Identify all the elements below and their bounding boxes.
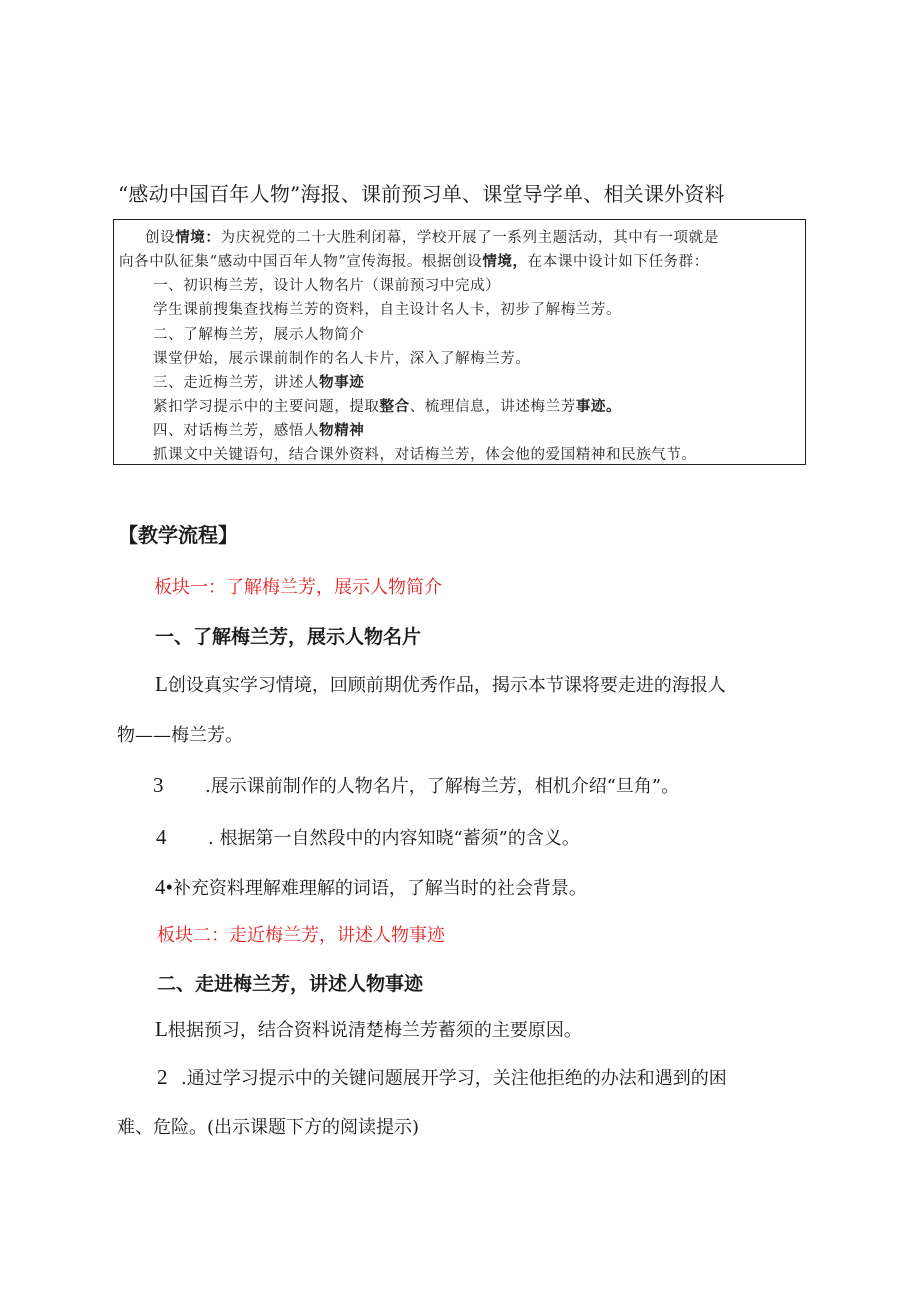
bold-text: 物事迹 bbox=[319, 374, 365, 391]
task2-title: 二、了解梅兰芳，展示人物简介 bbox=[153, 327, 365, 343]
task3-title bbox=[153, 371, 364, 392]
item-text: .展示课前制作的人物名片，了解梅兰芳，相机介绍“旦角”。 bbox=[205, 776, 680, 797]
task1-desc: 学生课前搜集查找梅兰芳的资料，自主设计名人卡，初步了解梅兰芳。 bbox=[153, 302, 622, 318]
item-number: 3 bbox=[153, 773, 164, 797]
block2-item1 bbox=[155, 1016, 582, 1042]
item-text: 根据预习，结合资料说清楚梅兰芳蓄须的主要原因。 bbox=[167, 1020, 582, 1041]
text: 四、对话梅兰芳，感悟人 bbox=[153, 423, 320, 439]
item-text: .通过学习提示中的关键问题展开学习，关注他拒绝的办法和遇到的困 bbox=[181, 1068, 727, 1089]
situation-line-1 bbox=[145, 226, 719, 247]
text: 三、走近梅兰芳，讲述人 bbox=[153, 375, 320, 391]
item-text: 补充资料理解难理解的词语，了解当时的社会背景。 bbox=[172, 878, 587, 899]
bold-text: 物精神 bbox=[319, 422, 365, 439]
text: 为庆祝党的二十大胜利闭幕，学校开展了一系列主题活动，其中有一项就是 bbox=[220, 230, 719, 246]
teaching-flow-heading: 【教学流程】 bbox=[118, 523, 238, 547]
block1-item1 bbox=[155, 671, 726, 697]
materials-line: “感动中国百年人物”海报、课前预习单、课堂导学单、相关课外资料 bbox=[118, 182, 725, 206]
block1-item3 bbox=[156, 824, 580, 850]
bold-text: 事迹。 bbox=[575, 398, 622, 415]
block1-item4 bbox=[155, 874, 587, 900]
text: 紧扣学习提示中的主要问题，提取 bbox=[153, 399, 380, 415]
text: 、梳理信息，讲述梅兰芳 bbox=[409, 399, 576, 415]
block1-item1-continuation: 物——梅兰芳。 bbox=[117, 725, 243, 746]
block2-section-title: 二、走进梅兰芳，讲述人物事迹 bbox=[157, 973, 424, 995]
item-number: 4• bbox=[155, 875, 173, 899]
text: 向各中队征集“感动中国百年人物”宣传海报。根据创设 bbox=[119, 254, 483, 270]
situation-line-2 bbox=[119, 250, 709, 271]
item-number: L bbox=[155, 1017, 168, 1041]
item-text: 创设真实学习情境，回顾前期优秀作品，揭示本节课将要走进的海报人 bbox=[167, 675, 726, 696]
item-number: L bbox=[155, 672, 168, 696]
bold-text: 情境： bbox=[175, 229, 221, 246]
block1-label: 板块一：了解梅兰芳，展示人物简介 bbox=[154, 577, 442, 598]
block2-item2 bbox=[157, 1064, 727, 1090]
block1-section-title: 一、了解梅兰芳，展示人物名片 bbox=[155, 626, 422, 648]
bold-text: 整合 bbox=[379, 398, 410, 415]
item-text: . 根据第一自然段中的内容知晓“蓄须”的含义。 bbox=[208, 828, 580, 849]
situation-box bbox=[113, 219, 806, 465]
item-number: 2 bbox=[157, 1065, 168, 1089]
text: 在本课中设计如下任务群： bbox=[527, 254, 709, 270]
text: 创设 bbox=[145, 230, 176, 246]
item-number: 4 bbox=[156, 825, 167, 849]
block2-label: 板块二：走近梅兰芳，讲述人物事迹 bbox=[157, 925, 445, 946]
task3-desc bbox=[153, 395, 621, 416]
task4-desc: 抓课文中关键语句，结合课外资料，对话梅兰芳，体会他的爱国精神和民族气节。 bbox=[153, 447, 697, 463]
task2-desc: 课堂伊始，展示课前制作的名人卡片，深入了解梅兰芳。 bbox=[153, 351, 531, 367]
task1-title: 一、初识梅兰芳，设计人物名片（课前预习中完成） bbox=[153, 278, 501, 294]
bold-text: 情境， bbox=[482, 253, 528, 270]
task4-title bbox=[153, 419, 364, 440]
block2-item2-continuation: 难、危险。(出示课题下方的阅读提示) bbox=[117, 1117, 420, 1138]
block1-item2 bbox=[153, 772, 679, 798]
